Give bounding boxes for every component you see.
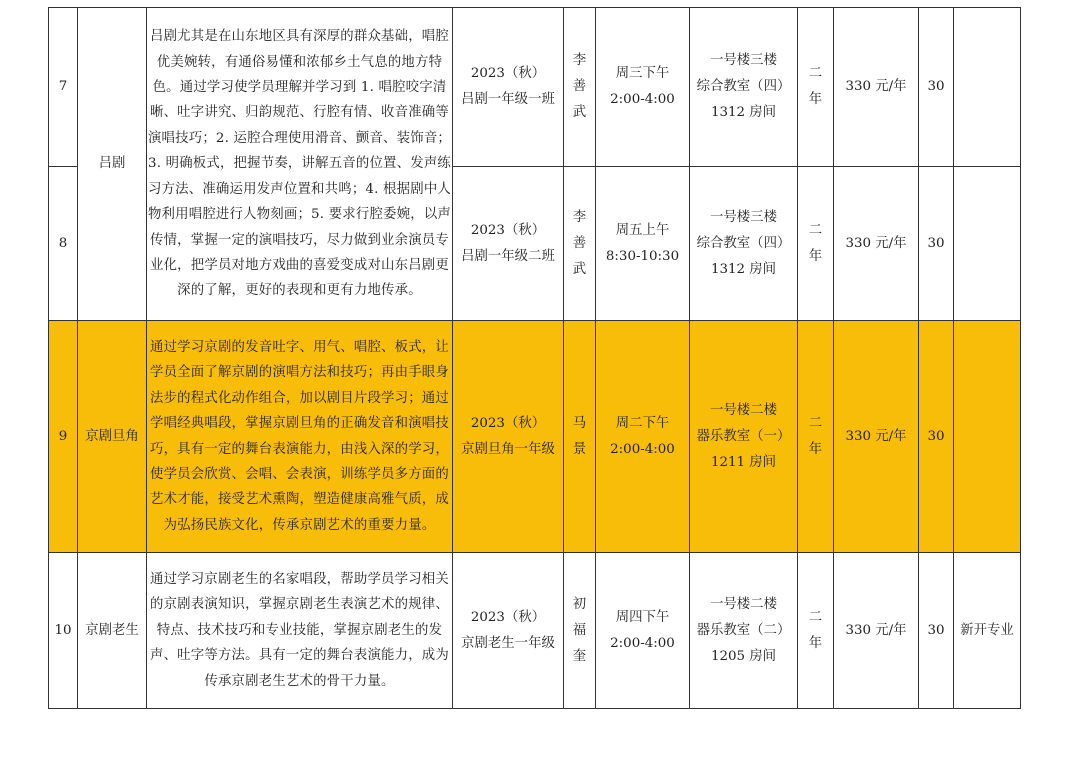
note-cell <box>954 167 1021 321</box>
row-number: 10 <box>49 553 78 709</box>
note-cell <box>954 321 1021 553</box>
major-name: 京剧旦角 <box>78 321 147 553</box>
room-cell: 一号楼二楼 器乐教室（一） 1211 房间 <box>690 321 798 553</box>
major-name: 吕剧 <box>78 8 147 321</box>
row-number: 7 <box>49 8 78 167</box>
table-row-highlighted <box>49 321 1021 553</box>
time-cell: 周二下午 2:00-4:00 <box>596 321 690 553</box>
class-cell: 2023（秋） 京剧老生一年级 <box>453 553 564 709</box>
room-cell: 一号楼三楼 综合教室（四） 1312 房间 <box>690 167 798 321</box>
capacity-cell: 30 <box>919 8 954 167</box>
duration-cell: 二年 <box>798 321 834 553</box>
class-cell: 2023（秋） 吕剧一年级一班 <box>453 8 564 167</box>
fee-cell: 330 元/年 <box>834 167 919 321</box>
class-cell: 2023（秋） 京剧旦角一年级 <box>453 321 564 553</box>
capacity-cell: 30 <box>919 553 954 709</box>
course-description: 通过学习京剧的发音吐字、用气、唱腔、板式，让学员全面了解京剧的演唱方法和技巧；再由手眼身法步的程式化动作组合，加以剧目片段学习；通过学唱经典唱段，掌握京剧旦角的正确发音和演唱技巧，具有一定的舞台表演能力，由浅入深的学习，使学员会欣赏、会唱、会表演，训练学员多方面的艺术才能，接受艺术熏陶，塑造健康高雅气质，成为弘扬民族文化，传承京剧艺术的重要力量。 <box>147 321 453 553</box>
teacher-cell: 马景 <box>564 321 596 553</box>
time-cell: 周五上午 8:30-10:30 <box>596 167 690 321</box>
row-number: 9 <box>49 321 78 553</box>
room-cell: 一号楼二楼 器乐教室（二） 1205 房间 <box>690 553 798 709</box>
note-cell <box>954 8 1021 167</box>
course-description: 通过学习京剧老生的名家唱段，帮助学员学习相关的京剧表演知识，掌握京剧老生表演艺术的规律、特点、技术技巧和专业技能，掌握京剧老生的发声、吐字等方法。具有一定的舞台表演能力，成为传承京剧老生艺术的骨干力量。 <box>147 553 453 709</box>
course-description: 吕剧尤其是在山东地区具有深厚的群众基础，唱腔优美婉转，有通俗易懂和浓郁乡土气息的地方特色。通过学习使学员理解并学习到 1. 唱腔咬字清晰、吐字讲究、归韵规范、行腔有情、收音准确等演唱技巧；2. 运腔合理使用滑音、颤音、装饰音；3. 明确板式，把握节奏，讲解五音的位置、发声练习方法、准确运用发声位置和共鸣；4. 根据剧中人物利用唱腔进行人物刻画；5. 要求行腔委婉，以声传情，掌握一定的演唱技巧，尽力做到业余演员专业化，把学员对地方戏曲的喜爱变成对山东吕剧更深的了解，更好的表现和更有力地传承。 <box>147 8 453 321</box>
note-cell: 新开专业 <box>954 553 1021 709</box>
time-cell: 周三下午 2:00-4:00 <box>596 8 690 167</box>
capacity-cell: 30 <box>919 167 954 321</box>
course-table <box>48 7 1021 709</box>
room-cell: 一号楼三楼 综合教室（四） 1312 房间 <box>690 8 798 167</box>
major-name: 京剧老生 <box>78 553 147 709</box>
fee-cell: 330 元/年 <box>834 321 919 553</box>
table-row <box>49 8 1021 167</box>
fee-cell: 330 元/年 <box>834 8 919 167</box>
teacher-cell: 李善武 <box>564 8 596 167</box>
time-cell: 周四下午 2:00-4:00 <box>596 553 690 709</box>
class-cell: 2023（秋） 吕剧一年级二班 <box>453 167 564 321</box>
capacity-cell: 30 <box>919 321 954 553</box>
teacher-cell: 初福奎 <box>564 553 596 709</box>
teacher-cell: 李善武 <box>564 167 596 321</box>
fee-cell: 330 元/年 <box>834 553 919 709</box>
row-number: 8 <box>49 167 78 321</box>
duration-cell: 二年 <box>798 8 834 167</box>
duration-cell: 二年 <box>798 167 834 321</box>
table-row <box>49 553 1021 709</box>
duration-cell: 二年 <box>798 553 834 709</box>
